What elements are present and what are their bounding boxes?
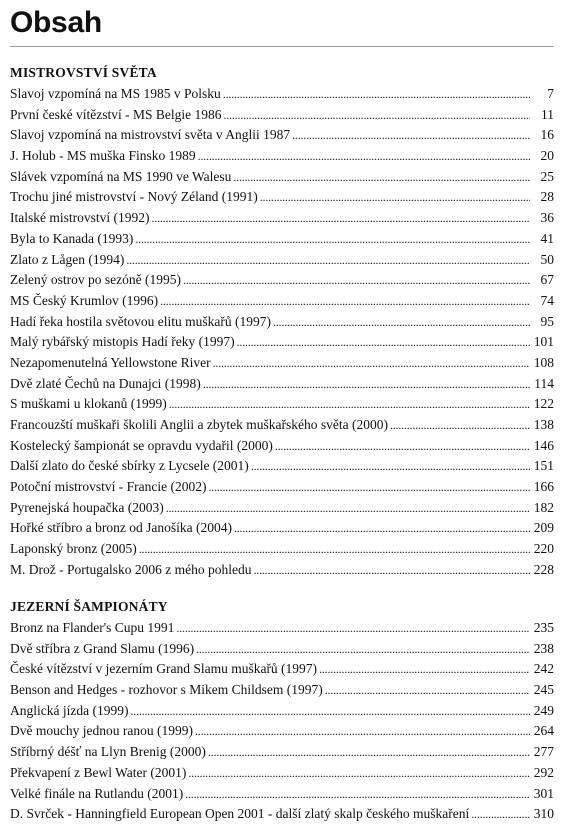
dot-leader [223,86,530,102]
dot-leader [260,189,530,205]
dot-leader [160,293,530,309]
toc-page-number: 310 [533,806,554,822]
toc-page-number: 182 [533,499,554,515]
toc-page-number: 277 [533,744,554,760]
toc-page-number: 28 [540,189,554,205]
toc-entry-title: Dvě mouchy jednou ranou (1999) [10,723,193,739]
toc-page-number: 101 [533,334,554,350]
toc-entry[interactable] [10,806,554,827]
toc-entry-title: Slavoj vzpomíná na mistrovství světa v Anglii 1987 [10,127,291,143]
toc-entry[interactable] [10,641,554,662]
toc-entry[interactable] [10,334,554,355]
toc-page-number: 264 [533,723,554,739]
toc-entry[interactable] [10,417,554,438]
dot-leader [169,396,530,412]
toc-page-number: 166 [533,479,554,495]
toc-page-number: 235 [533,620,554,635]
toc-page-number: 245 [533,682,554,698]
toc-entry[interactable] [10,355,554,376]
dot-leader [471,806,530,822]
toc-entry-title: Zelený ostrov po sezóně (1995) [10,272,181,288]
toc-entry-title: Slávek vzpomíná na MS 1990 ve Walesu [10,168,232,184]
toc-entry[interactable] [10,148,554,169]
toc-entry[interactable] [10,210,554,231]
toc-page-number: 20 [540,148,554,164]
toc-entry-title: Další zlato do české sbírky z Lycsele (2001) [10,458,249,474]
toc-entry[interactable] [10,620,554,641]
dot-leader [166,500,530,516]
dot-leader [135,231,530,247]
dot-leader [208,479,529,495]
toc-entry[interactable] [10,169,554,190]
dot-leader [176,620,529,636]
toc-entry-title: Trochu jiné mistrovství - Nový Zéland (1991) [10,189,258,205]
toc-page-number: 16 [540,127,554,143]
dot-leader [198,148,530,164]
toc-entry[interactable] [10,107,554,128]
toc-page-number: 209 [533,520,554,536]
toc-entry-title: Italské mistrovství (1992) [10,210,150,226]
toc-entry-title: M. Drož - Portugalsko 2006 z mého pohledu [10,561,252,577]
dot-leader [233,169,530,185]
toc-page-number: 301 [533,785,554,801]
toc-page-number: 151 [533,458,554,474]
toc-entry[interactable] [10,189,554,210]
toc-entry-title: Slavoj vzpomíná na MS 1985 v Polsku [10,86,221,101]
dot-leader [319,661,530,677]
toc-entry[interactable] [10,479,554,500]
dot-leader [151,210,530,226]
toc-page-number: 7 [547,86,554,101]
toc-page-number: 114 [534,375,554,391]
toc-page-number: 249 [533,702,554,718]
dot-leader [208,744,530,760]
toc-entry[interactable] [10,723,554,744]
dot-leader [185,786,530,802]
dot-leader [139,541,530,557]
toc-page-number: 41 [540,230,554,246]
dot-leader [126,252,530,268]
dot-leader [203,376,530,392]
toc-entry[interactable] [10,231,554,252]
toc-entry-title: Byla to Kanada (1993) [10,230,134,246]
toc-entry[interactable] [10,272,554,293]
toc-entry[interactable] [10,458,554,479]
toc-entry[interactable] [10,500,554,521]
toc-entry-title: Kostelecký šampionát se opravdu vydařil (2000) [10,437,273,453]
toc-entry[interactable] [10,744,554,765]
dot-leader [275,438,530,454]
toc-entry[interactable] [10,541,554,562]
dot-leader [234,520,530,536]
dot-leader [325,682,530,698]
toc-page-number: 122 [533,396,554,412]
toc-page-number: 11 [541,106,554,122]
toc-entry-title: První české vítězství - MS Belgie 1986 [10,106,222,122]
section-lake-championships [10,599,554,827]
toc-entry-title: Hadí řeka hostila světovou elitu muškařů (1997) [10,313,271,329]
toc-entry-list [10,86,554,583]
dot-leader [196,641,530,657]
dot-leader [213,355,530,371]
section-world-championships [10,65,554,583]
toc-entry[interactable] [10,661,554,682]
toc-entry-title: Bronz na Flander's Cupu 1991 [10,620,175,635]
dot-leader [390,417,530,433]
toc-entry[interactable] [10,786,554,807]
toc-page-number: 242 [533,661,554,677]
toc-entry[interactable] [10,562,554,583]
toc-entry-list [10,620,554,827]
toc-entry-title: Dvě stříbra z Grand Slamu (1996) [10,640,195,656]
toc-entry-title: Velké finále na Rutlandu (2001) [10,785,184,801]
toc-page-number: 228 [533,561,554,577]
toc-page-number: 36 [540,210,554,226]
section-heading: JEZERNÍ ŠAMPIONÁTY [10,599,168,614]
toc-entry[interactable] [10,252,554,273]
dot-leader [292,127,530,143]
toc-entry-title: Anglická jízda (1999) [10,702,129,718]
dot-leader [251,458,530,474]
toc-entry-title: S muškami u klokanů (1999) [10,396,167,412]
toc-entry[interactable] [10,438,554,459]
toc-entry-title: Potoční mistrovství - Francie (2002) [10,479,207,495]
section-heading: MISTROVSTVÍ SVĚTA [10,65,157,80]
toc-entry-title: Francouzští muškaři školili Anglii a zbytek muškařského světa (2000) [10,417,388,432]
toc-entry-title: Pyrenejská houpačka (2003) [10,499,164,515]
toc-entry[interactable] [10,86,554,107]
toc-page-number: 238 [533,640,554,656]
toc-entry-title: Laponský bronz (2005) [10,541,137,557]
dot-leader [237,334,530,350]
toc-page-number: 220 [533,541,554,557]
toc-entry[interactable] [10,127,554,148]
title-divider [10,46,554,47]
toc-entry-title: Benson and Hedges - rozhovor s Mikem Childsem (1997) [10,682,323,698]
dot-leader [253,562,529,578]
toc-entry[interactable] [10,376,554,397]
toc-entry-title: J. Holub - MS muška Finsko 1989 [10,148,196,164]
toc-entry-title: Nezapomenutelná Yellowstone River [10,354,211,370]
toc-entry-title: D. Svrček - Hanningfield European Open 2001 - další zlatý skalp českého muškaření [10,806,470,822]
toc-page-number: 146 [533,437,554,453]
toc-entry-title: Překvapení z Bewl Water (2001) [10,764,187,780]
dot-leader [195,723,530,739]
dot-leader [130,703,529,719]
toc-entry-title: Malý rybářský mistopis Hadí řeky (1997) [10,334,235,350]
toc-entry[interactable] [10,293,554,314]
toc-page-number: 95 [540,313,554,329]
dot-leader [188,765,529,781]
toc-entry[interactable] [10,396,554,417]
page-title: Obsah [10,6,102,39]
toc-page-number: 25 [540,168,554,184]
toc-entry-title: MS Český Krumlov (1996) [10,292,159,308]
toc-page-number: 50 [540,251,554,267]
toc-entry-title: Stříbrný déšť na Llyn Brenig (2000) [10,744,206,760]
dot-leader [273,314,530,330]
toc-entry-title: České vítězství v jezerním Grand Slamu muškařů (1997) [10,661,318,677]
toc-entry-title: Hořké stříbro a bronz od Janošíka (2004) [10,520,232,536]
toc-page-number: 292 [533,764,554,780]
toc-page-number: 108 [533,354,554,370]
toc-entry[interactable] [10,765,554,786]
toc-page-number: 74 [540,292,554,308]
toc-entry-title: Dvě zlaté Čechů na Dunajci (1998) [10,375,201,391]
toc-entry[interactable] [10,682,554,703]
toc-entry[interactable] [10,703,554,724]
dot-leader [223,107,530,123]
toc-page-number: 67 [540,272,554,288]
toc-entry-title: Zlato z Lågen (1994) [10,251,125,267]
toc-entry[interactable] [10,520,554,541]
toc-entry[interactable] [10,314,554,335]
toc-page-number: 138 [533,417,554,432]
dot-leader [183,272,530,288]
